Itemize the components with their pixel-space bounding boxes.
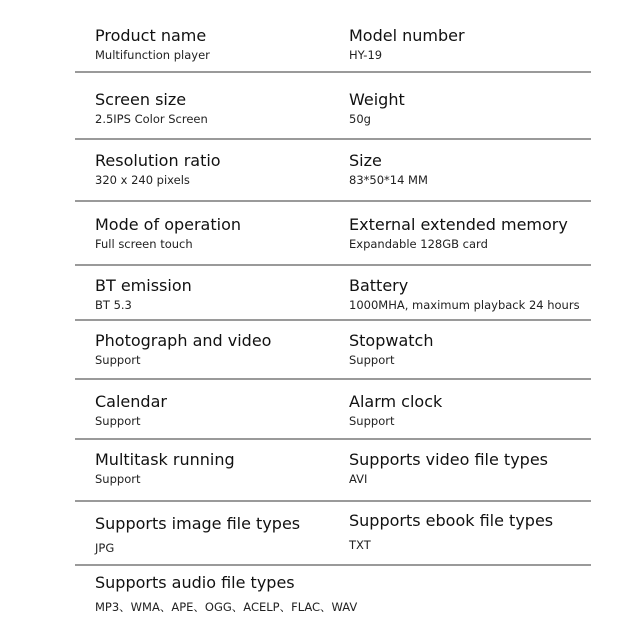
spec-video-file-types: [349, 450, 548, 486]
spec-ebook-file-types: [349, 511, 553, 552]
spec-label: Calendar: [95, 392, 167, 411]
spec-label: Supports ebook file types: [349, 511, 554, 530]
spec-value: TXT: [349, 538, 371, 552]
row-divider: [75, 500, 591, 502]
spec-product-name: [95, 26, 210, 62]
spec-screen-size: [95, 90, 208, 126]
spec-value: 320 x 240 pixels: [95, 173, 190, 187]
spec-label: Photograph and video: [95, 331, 272, 350]
row-divider: [75, 378, 591, 380]
spec-label: Model number: [349, 26, 465, 45]
spec-value: AVI: [349, 472, 368, 486]
spec-label: BT emission: [95, 276, 192, 295]
spec-label: Alarm clock: [349, 392, 443, 411]
spec-label: Mode of operation: [95, 215, 242, 234]
spec-audio-file-types: [95, 573, 357, 614]
row-divider: [75, 264, 591, 266]
spec-label: Supports audio file types: [95, 573, 295, 592]
spec-battery: [349, 276, 580, 312]
spec-label: Battery: [349, 276, 409, 295]
spec-size: [349, 151, 428, 187]
spec-value: BT 5.3: [95, 298, 132, 312]
spec-value: Support: [349, 353, 395, 367]
spec-weight: [349, 90, 405, 126]
spec-stopwatch: [349, 331, 433, 367]
spec-value: Full screen touch: [95, 237, 193, 251]
spec-label: Resolution ratio: [95, 151, 221, 170]
spec-label: Product name: [95, 26, 207, 45]
spec-label: Size: [349, 151, 382, 170]
spec-image-file-types: [95, 514, 300, 555]
spec-value: Support: [95, 353, 141, 367]
spec-resolution: [95, 151, 221, 187]
row-divider: [75, 138, 591, 140]
spec-label: Supports image file types: [95, 514, 301, 533]
row-divider: [75, 564, 591, 566]
spec-bt-emission: [95, 276, 192, 312]
spec-value: Support: [349, 414, 395, 428]
spec-mode-of-operation: [95, 215, 241, 251]
spec-photograph-video: [95, 331, 271, 367]
spec-value: Expandable 128GB card: [349, 237, 488, 251]
row-divider: [75, 319, 591, 321]
spec-value: 83*50*14 MM: [349, 173, 428, 187]
spec-calendar: [95, 392, 167, 428]
spec-value: 1000MHA, maximum playback 24 hours: [349, 298, 580, 312]
row-divider: [75, 438, 591, 440]
spec-value: HY-19: [349, 48, 383, 62]
spec-value: Support: [95, 414, 141, 428]
spec-multitask: [95, 450, 235, 486]
spec-alarm-clock: [349, 392, 442, 428]
spec-value: MP3、WMA、APE、OGG、ACELP、FLAC、WAV: [95, 600, 358, 614]
spec-label: Weight: [349, 90, 405, 109]
spec-model-number: [349, 26, 465, 62]
spec-value: Multifunction player: [95, 48, 210, 62]
spec-label: External extended memory: [349, 215, 568, 234]
spec-label: Supports video file types: [349, 450, 548, 469]
spec-label: Screen size: [95, 90, 187, 109]
spec-label: Stopwatch: [349, 331, 434, 350]
spec-value: 2.5IPS Color Screen: [95, 112, 208, 126]
spec-value: JPG: [95, 541, 115, 555]
row-divider: [75, 71, 591, 73]
spec-value: 50g: [349, 112, 371, 126]
spec-value: Support: [95, 472, 141, 486]
spec-external-memory: [349, 215, 568, 251]
row-divider: [75, 200, 591, 202]
spec-label: Multitask running: [95, 450, 235, 469]
